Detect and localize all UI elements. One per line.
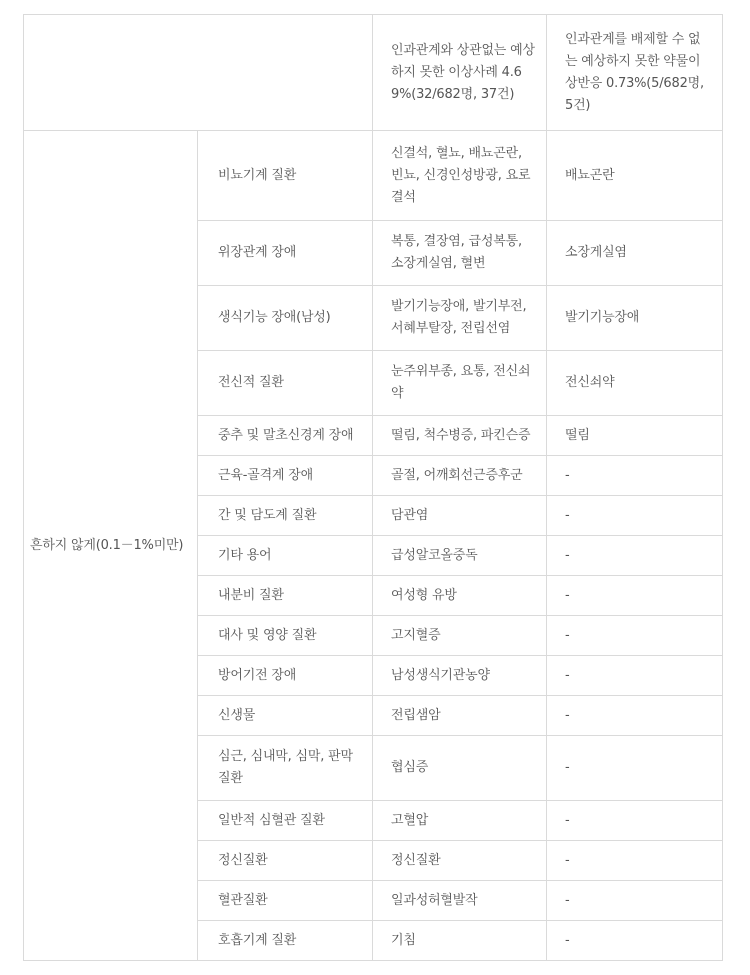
drug-reaction-cell: 소장게실염	[547, 221, 723, 286]
unrelated-events-cell: 남성생식기관농양	[373, 656, 547, 696]
header-col-unrelated-events: 인과관계와 상관없는 예상하지 못한 이상사례 4.69%(32/682명, 37건)	[373, 15, 547, 131]
category-cell: 전신적 질환	[198, 351, 373, 416]
drug-reaction-cell: 떨림	[547, 416, 723, 456]
unrelated-events-cell: 고혈압	[373, 801, 547, 841]
drug-reaction-cell: 배뇨곤란	[547, 131, 723, 221]
category-cell: 심근, 심내막, 심막, 판막 질환	[198, 736, 373, 801]
category-cell: 위장관계 장애	[198, 221, 373, 286]
drug-reaction-cell: -	[547, 456, 723, 496]
unrelated-events-cell: 떨림, 척수병증, 파킨슨증	[373, 416, 547, 456]
unrelated-events-cell: 급성알코올중독	[373, 536, 547, 576]
header-row	[24, 15, 723, 131]
unrelated-events-cell: 전립샘암	[373, 696, 547, 736]
category-cell: 기타 용어	[198, 536, 373, 576]
category-cell: 생식기능 장애(남성)	[198, 286, 373, 351]
drug-reaction-cell: -	[547, 736, 723, 801]
unrelated-events-cell: 발기기능장애, 발기부전, 서혜부탈장, 전립선염	[373, 286, 547, 351]
unrelated-events-cell: 일과성허혈발작	[373, 881, 547, 921]
category-cell: 방어기전 장애	[198, 656, 373, 696]
drug-reaction-cell: -	[547, 696, 723, 736]
unrelated-events-cell: 눈주위부종, 요통, 전신쇠약	[373, 351, 547, 416]
category-cell: 대사 및 영양 질환	[198, 616, 373, 656]
category-cell: 내분비 질환	[198, 576, 373, 616]
category-cell: 비뇨기계 질환	[198, 131, 373, 221]
unrelated-events-cell: 협심증	[373, 736, 547, 801]
unrelated-events-cell: 여성형 유방	[373, 576, 547, 616]
drug-reaction-cell: -	[547, 881, 723, 921]
table-row	[24, 131, 723, 221]
drug-reaction-cell: -	[547, 536, 723, 576]
category-cell: 간 및 담도계 질환	[198, 496, 373, 536]
drug-reaction-cell: -	[547, 656, 723, 696]
unrelated-events-cell: 신결석, 혈뇨, 배뇨곤란, 빈뇨, 신경인성방광, 요로결석	[373, 131, 547, 221]
unrelated-events-cell: 골절, 어깨회선근증후군	[373, 456, 547, 496]
drug-reaction-cell: -	[547, 616, 723, 656]
drug-reaction-cell: -	[547, 801, 723, 841]
drug-reaction-cell: -	[547, 841, 723, 881]
drug-reaction-cell: -	[547, 921, 723, 961]
adverse-events-table	[23, 14, 723, 961]
drug-reaction-cell: 발기기능장애	[547, 286, 723, 351]
category-cell: 혈관질환	[198, 881, 373, 921]
drug-reaction-cell: 전신쇠약	[547, 351, 723, 416]
header-empty-cell	[24, 15, 373, 131]
category-cell: 근육-골격계 장애	[198, 456, 373, 496]
drug-reaction-cell: -	[547, 496, 723, 536]
unrelated-events-cell: 정신질환	[373, 841, 547, 881]
category-cell: 중추 및 말초신경계 장애	[198, 416, 373, 456]
category-cell: 일반적 심혈관 질환	[198, 801, 373, 841]
unrelated-events-cell: 기침	[373, 921, 547, 961]
category-cell: 정신질환	[198, 841, 373, 881]
unrelated-events-cell: 담관염	[373, 496, 547, 536]
category-cell: 신생물	[198, 696, 373, 736]
header-col-drug-reactions: 인과관계를 배제할 수 없는 예상하지 못한 약물이상반응 0.73%(5/682명, 5건)	[547, 15, 723, 131]
frequency-group-label: 흔하지 않게(0.1－1%미만)	[24, 131, 198, 961]
drug-reaction-cell: -	[547, 576, 723, 616]
unrelated-events-cell: 고지혈증	[373, 616, 547, 656]
unrelated-events-cell: 복통, 결장염, 급성복통, 소장게실염, 혈변	[373, 221, 547, 286]
category-cell: 호흡기계 질환	[198, 921, 373, 961]
